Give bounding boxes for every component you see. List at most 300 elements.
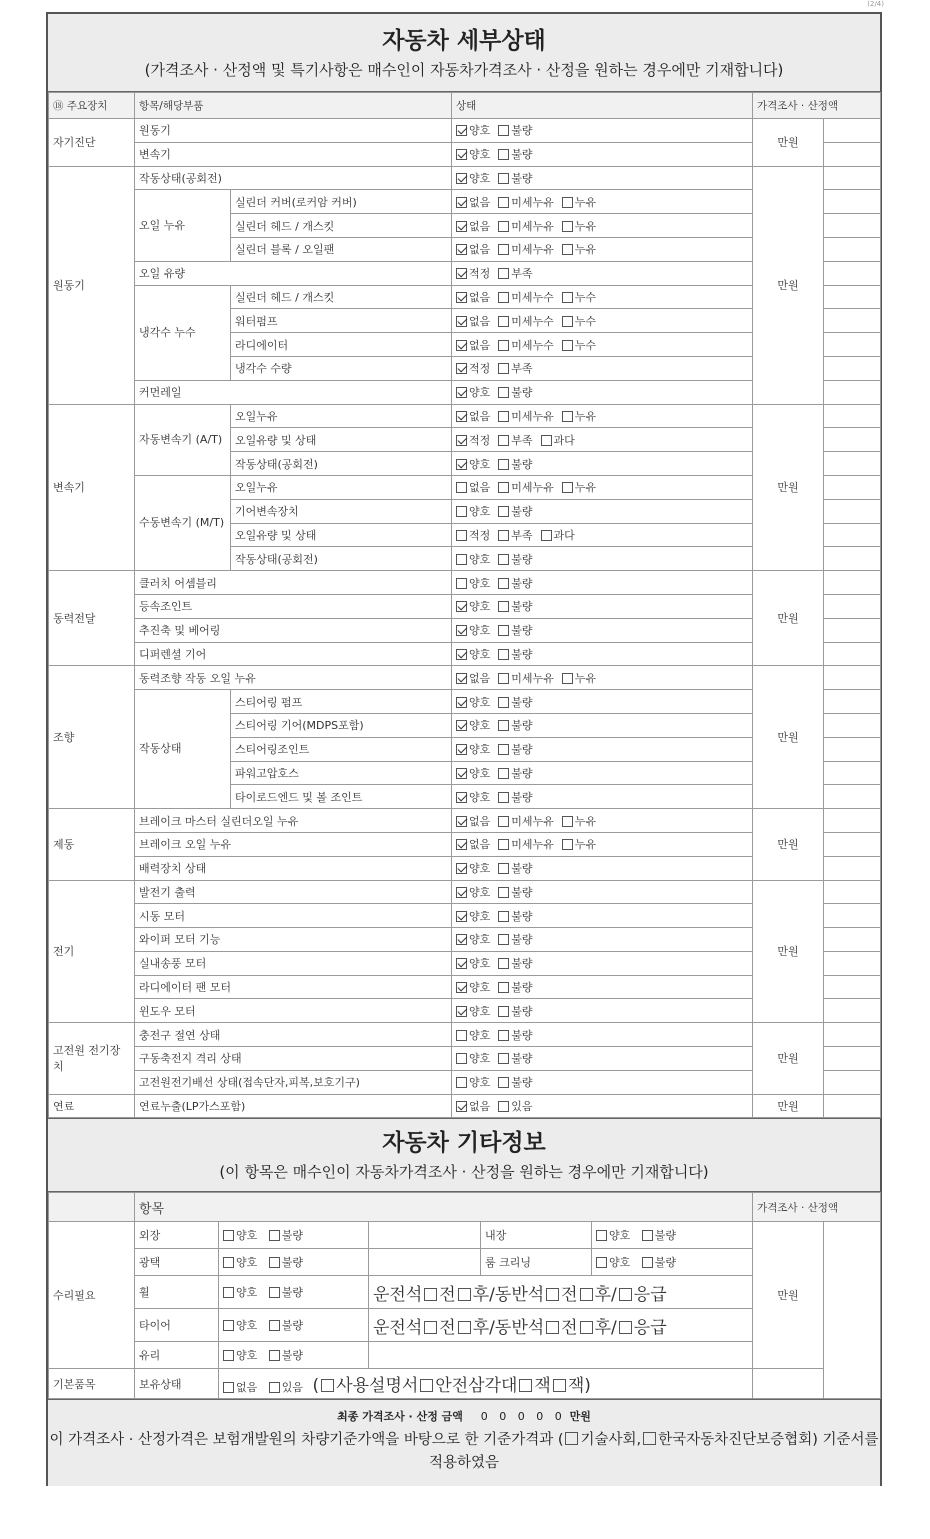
price-input[interactable] [824,380,881,404]
room-bad-checkbox[interactable] [642,1257,653,1268]
manual-checkbox[interactable] [321,1379,334,1392]
status-cell [452,309,753,333]
item-name: 디퍼렌셜 기어 [135,642,452,666]
status-cell [452,261,753,285]
status-cell [452,928,753,952]
status-option-label: 없음 [469,219,491,233]
status-checkbox[interactable] [562,244,573,255]
detail-row [49,1094,881,1118]
part-name: 스티어링조인트 [231,737,452,761]
status-checkbox[interactable] [498,601,509,612]
price-input[interactable] [824,285,881,309]
status-option-label: 불량 [511,505,533,519]
status-option-label: 양호 [469,743,491,757]
item-name: 브레이크 오일 누유 [135,832,452,856]
repair-price-value[interactable] [824,1222,881,1399]
status-checkbox[interactable] [456,316,467,327]
status-checkbox[interactable] [456,435,467,446]
gloss-good-checkbox[interactable] [223,1257,234,1268]
status-checkbox[interactable] [498,530,509,541]
status-cell [452,166,753,190]
status-option-label: 없음 [469,314,491,328]
price-input[interactable] [824,809,881,833]
price-input[interactable] [824,571,881,595]
status-checkbox[interactable] [498,816,509,827]
status-checkbox[interactable] [456,792,467,803]
status-checkbox[interactable] [456,1006,467,1017]
status-checkbox[interactable] [498,506,509,517]
part-name: 오일유량 및 상태 [231,523,452,547]
device-category: 동력전달 [49,571,135,666]
item-name: 고전원전기배선 상태(접속단자,피복,보호기구) [135,1070,452,1094]
price-input[interactable] [824,1094,881,1118]
status-checkbox[interactable] [562,411,573,422]
price-input[interactable] [824,166,881,190]
option-1-checkbox[interactable] [565,1432,578,1445]
status-checkbox[interactable] [498,792,509,803]
misc-header [48,1118,880,1192]
price-input[interactable] [824,737,881,761]
status-checkbox[interactable] [456,697,467,708]
status-cell [452,785,753,809]
price-input[interactable] [824,547,881,571]
wheel-status: 양호 불량 [219,1276,369,1309]
price-input[interactable] [824,713,881,737]
status-option-label: 불량 [511,1052,533,1066]
price-unit: 만원 [753,880,824,1023]
status-checkbox[interactable] [498,839,509,850]
status-option-label: 불량 [511,624,533,638]
status-option-label: 양호 [469,148,491,162]
wheel-good-checkbox[interactable] [223,1287,234,1298]
misc-blank [369,1342,753,1369]
status-checkbox[interactable] [456,1030,467,1041]
status-option-label: 누유 [574,219,597,233]
inspection-sheet [46,12,882,1486]
status-checkbox[interactable] [498,887,509,898]
wheel-bad-checkbox[interactable] [269,1287,280,1298]
price-input[interactable] [824,261,881,285]
item-name: 추진축 및 베어링 [135,618,452,642]
status-option-label: 불량 [511,790,533,804]
status-checkbox[interactable] [456,221,467,232]
price-input[interactable] [824,951,881,975]
status-checkbox[interactable] [456,554,467,565]
exterior-status: 양호 불량 [219,1222,369,1249]
price-input[interactable] [824,904,881,928]
device-category: 변속기 [49,404,135,571]
item-name: 브레이크 마스터 실린더오일 누유 [135,809,452,833]
price-input[interactable] [824,975,881,999]
status-option-label: 누유 [574,671,597,685]
status-checkbox[interactable] [562,839,573,850]
price-unit: 만원 [753,404,824,571]
interior-good-checkbox[interactable] [596,1230,607,1241]
price-input[interactable] [824,761,881,785]
status-checkbox[interactable] [456,530,467,541]
status-checkbox[interactable] [456,1101,467,1112]
status-cell [452,690,753,714]
room-cleaning-label: 룸 크리닝 [481,1249,592,1276]
status-checkbox[interactable] [498,554,509,565]
price-input[interactable] [824,475,881,499]
part-name: 실린더 블록 / 오일팬 [231,237,452,261]
status-checkbox[interactable] [498,387,509,398]
status-cell [452,666,753,690]
status-option-label: 미세누수 [511,290,554,304]
price-input[interactable] [824,618,881,642]
item-name: 작동상태(공회전) [135,166,452,190]
price-input[interactable] [824,856,881,880]
tire-good-checkbox[interactable] [223,1320,234,1331]
price-input[interactable] [824,214,881,238]
exterior-good-checkbox[interactable] [223,1230,234,1241]
price-input[interactable] [824,928,881,952]
price-input[interactable] [824,190,881,214]
part-name: 스티어링 펌프 [231,690,452,714]
status-option-label: 양호 [469,552,491,566]
status-checkbox[interactable] [498,958,509,969]
item-name: 발전기 출력 [135,880,452,904]
status-option-label: 누유 [574,838,597,852]
status-checkbox[interactable] [498,1030,509,1041]
part-name: 라디에이터 [231,333,452,357]
price-input[interactable] [824,785,881,809]
status-option-label: 부족 [511,433,533,447]
repair-category: 수리필요 [49,1222,135,1369]
status-option-label: 불량 [511,148,533,162]
item-name: 작동상태 [135,690,231,809]
status-cell [452,475,753,499]
price-unit: 만원 [753,1094,824,1118]
status-cell [452,737,753,761]
final-amount[interactable]: 0 0 0 0 0 [480,1410,566,1424]
detail-header [48,14,880,92]
status-option-label: 적정 [469,433,491,447]
status-checkbox[interactable] [456,292,467,303]
misc-subtitle: (이 항목은 매수인이 자동차가격조사 · 산정을 원하는 경우에만 기재합니다) [219,1163,709,1182]
holding-exists-checkbox[interactable] [269,1382,280,1393]
jack1-checkbox[interactable] [519,1379,532,1392]
status-checkbox[interactable] [456,625,467,636]
status-checkbox[interactable] [456,411,467,422]
status-checkbox[interactable] [498,221,509,232]
wheel-driver-rear-checkbox[interactable] [458,1288,471,1301]
exterior-bad-checkbox[interactable] [269,1230,280,1241]
status-option-label: 불량 [511,1076,533,1090]
status-option-label: 과다 [553,528,575,542]
price-unit: 만원 [753,809,824,880]
status-checkbox[interactable] [498,768,509,779]
price-unit: 만원 [753,571,824,666]
price-input[interactable] [824,1047,881,1071]
item-name: 윈도우 모터 [135,999,452,1023]
part-name: 실린더 커버(로커암 커버) [231,190,452,214]
price-input[interactable] [824,594,881,618]
status-checkbox[interactable] [498,1006,509,1017]
head-part: 항목/해당부품 [135,93,452,119]
status-checkbox[interactable] [562,316,573,327]
part-name: 기어변속장치 [231,499,452,523]
status-checkbox[interactable] [498,1077,509,1088]
price-input[interactable] [824,333,881,357]
interior-bad-checkbox[interactable] [642,1230,653,1241]
part-name: 실린더 헤드 / 개스킷 [231,285,452,309]
status-checkbox[interactable] [498,197,509,208]
device-category: 원동기 [49,166,135,404]
detail-table [48,92,881,1118]
interior-status: 양호 불량 [592,1222,753,1249]
status-checkbox[interactable] [498,340,509,351]
tire-driver-front-checkbox[interactable] [424,1321,437,1334]
status-checkbox[interactable] [562,340,573,351]
price-input[interactable] [824,999,881,1023]
status-checkbox[interactable] [562,816,573,827]
status-checkbox[interactable] [562,673,573,684]
status-checkbox[interactable] [456,268,467,279]
status-cell [452,999,753,1023]
status-option-label: 양호 [469,1028,491,1042]
status-option-label: 적정 [469,267,491,281]
price-input[interactable] [824,428,881,452]
status-cell [452,904,753,928]
status-option-label: 양호 [469,862,491,876]
status-checkbox[interactable] [498,578,509,589]
status-option-label: 없음 [469,338,491,352]
status-checkbox[interactable] [498,863,509,874]
price-unit: 만원 [753,166,824,404]
status-checkbox[interactable] [456,1077,467,1088]
status-checkbox[interactable] [562,197,573,208]
price-unit: 만원 [753,119,824,167]
status-checkbox[interactable] [456,720,467,731]
status-checkbox[interactable] [498,625,509,636]
misc-blank [369,1249,481,1276]
price-input[interactable] [824,309,881,333]
item-name: 동력조향 작동 오일 누유 [135,666,452,690]
price-input[interactable] [824,523,881,547]
status-option-label: 미세누유 [511,838,554,852]
status-option-label: 양호 [469,885,491,899]
status-cell [452,1023,753,1047]
status-option-label: 누유 [574,814,597,828]
status-checkbox[interactable] [498,435,509,446]
status-cell [452,428,753,452]
price-input[interactable] [824,1023,881,1047]
status-checkbox[interactable] [498,268,509,279]
status-checkbox[interactable] [498,411,509,422]
tire-passenger-front-checkbox[interactable] [546,1321,559,1334]
status-option-label: 미세누유 [511,243,554,257]
status-option-label: 양호 [469,457,491,471]
holding-none-checkbox[interactable] [223,1382,234,1393]
status-checkbox[interactable] [456,982,467,993]
status-checkbox[interactable] [456,197,467,208]
price-input[interactable] [824,119,881,143]
status-checkbox[interactable] [456,482,467,493]
status-option-label: 미세누유 [511,409,554,423]
status-checkbox[interactable] [541,530,552,541]
status-checkbox[interactable] [498,934,509,945]
price-input[interactable] [824,642,881,666]
glass-good-checkbox[interactable] [223,1350,234,1361]
status-option-label: 누수 [574,290,597,304]
status-option-label: 누유 [574,243,597,257]
misc-row-basic [49,1369,881,1399]
status-checkbox[interactable] [498,173,509,184]
status-cell [452,832,753,856]
status-checkbox[interactable] [456,839,467,850]
status-checkbox[interactable] [456,768,467,779]
status-checkbox[interactable] [456,578,467,589]
status-checkbox[interactable] [456,149,467,160]
status-checkbox[interactable] [498,720,509,731]
status-cell [452,499,753,523]
price-input[interactable] [824,237,881,261]
status-checkbox[interactable] [456,244,467,255]
status-checkbox[interactable] [498,673,509,684]
tire-label: 타이어 [135,1309,219,1342]
status-checkbox[interactable] [498,744,509,755]
status-checkbox[interactable] [456,1053,467,1064]
room-good-checkbox[interactable] [596,1257,607,1268]
triangle-checkbox[interactable] [420,1379,433,1392]
wheel-passenger-rear-checkbox[interactable] [580,1288,593,1301]
page-number: (2/4) [867,0,884,8]
status-checkbox[interactable] [456,340,467,351]
status-option-label: 불량 [511,909,533,923]
status-checkbox[interactable] [456,816,467,827]
status-checkbox[interactable] [456,673,467,684]
status-checkbox[interactable] [562,292,573,303]
glass-status: 양호 불량 [219,1342,369,1369]
item-name: 원동기 [135,119,452,143]
status-option-label: 미세누유 [511,219,554,233]
status-cell [452,333,753,357]
status-option-label: 불량 [511,981,533,995]
item-name: 충전구 절연 상태 [135,1023,452,1047]
status-checkbox[interactable] [456,601,467,612]
status-checkbox[interactable] [456,911,467,922]
item-name: 오일 유량 [135,261,452,285]
status-checkbox[interactable] [498,292,509,303]
status-checkbox[interactable] [456,958,467,969]
wheel-emergency-checkbox[interactable] [619,1288,632,1301]
status-option-label: 없음 [469,409,491,423]
status-checkbox[interactable] [498,482,509,493]
misc-row-exterior [49,1222,881,1249]
status-checkbox[interactable] [456,125,467,136]
holding-label: 보유상태 [135,1369,219,1399]
status-option-label: 양호 [469,957,491,971]
status-checkbox[interactable] [498,125,509,136]
status-checkbox[interactable] [456,744,467,755]
status-checkbox[interactable] [562,221,573,232]
price-input[interactable] [824,690,881,714]
status-checkbox[interactable] [498,459,509,470]
status-checkbox[interactable] [562,482,573,493]
status-option-label: 부족 [511,362,533,376]
gloss-bad-checkbox[interactable] [269,1257,280,1268]
price-input[interactable] [824,832,881,856]
status-cell [452,975,753,999]
status-checkbox[interactable] [498,1101,509,1112]
part-name: 오일누유 [231,404,452,428]
price-input[interactable] [824,499,881,523]
status-option-label: 없음 [469,1100,491,1114]
status-checkbox[interactable] [498,244,509,255]
device-category: 제동 [49,809,135,880]
part-name: 워터펌프 [231,309,452,333]
status-checkbox[interactable] [498,1053,509,1064]
status-checkbox[interactable] [498,911,509,922]
status-checkbox[interactable] [456,649,467,660]
wheel-driver-front-checkbox[interactable] [424,1288,437,1301]
item-name: 실내송풍 모터 [135,951,452,975]
status-checkbox[interactable] [498,363,509,374]
status-checkbox[interactable] [498,697,509,708]
item-name: 구동축전지 격리 상태 [135,1047,452,1071]
option-2-checkbox[interactable] [643,1432,656,1445]
tire-driver-rear-checkbox[interactable] [458,1321,471,1334]
price-input[interactable] [824,356,881,380]
status-checkbox[interactable] [456,173,467,184]
status-checkbox[interactable] [541,435,552,446]
status-option-label: 양호 [469,695,491,709]
status-option-label: 과다 [553,433,575,447]
status-option-label: 양호 [469,790,491,804]
item-name: 커먼레일 [135,380,452,404]
wheel-passenger-front-checkbox[interactable] [546,1288,559,1301]
status-checkbox[interactable] [498,649,509,660]
status-checkbox[interactable] [498,316,509,327]
price-input[interactable] [824,880,881,904]
status-checkbox[interactable] [456,363,467,374]
detail-title: 자동차 세부상태 [382,28,546,54]
price-input[interactable] [824,1070,881,1094]
jack2-checkbox[interactable] [553,1379,566,1392]
detail-head-row [49,93,881,119]
price-input[interactable] [824,404,881,428]
status-checkbox[interactable] [498,149,509,160]
status-option-label: 미세누유 [511,671,554,685]
price-unit: 만원 [753,666,824,809]
status-checkbox[interactable] [456,934,467,945]
price-input[interactable] [824,666,881,690]
status-option-label: 불량 [511,885,533,899]
glass-bad-checkbox[interactable] [269,1350,280,1361]
status-option-label: 양호 [469,386,491,400]
status-checkbox[interactable] [456,387,467,398]
device-category: 조향 [49,666,135,809]
price-input[interactable] [824,142,881,166]
item-name: 시동 모터 [135,904,452,928]
status-cell [452,523,753,547]
status-checkbox[interactable] [456,459,467,470]
status-checkbox[interactable] [456,863,467,874]
tire-bad-checkbox[interactable] [269,1320,280,1331]
status-option-label: 불량 [511,647,533,661]
status-checkbox[interactable] [456,506,467,517]
tire-status: 양호 불량 [219,1309,369,1342]
status-checkbox[interactable] [456,887,467,898]
status-checkbox[interactable] [498,982,509,993]
status-option-label: 부족 [511,528,533,542]
price-input[interactable] [824,452,881,476]
tire-passenger-rear-checkbox[interactable] [580,1321,593,1334]
tire-emergency-checkbox[interactable] [619,1321,632,1334]
status-option-label: 없음 [469,481,491,495]
